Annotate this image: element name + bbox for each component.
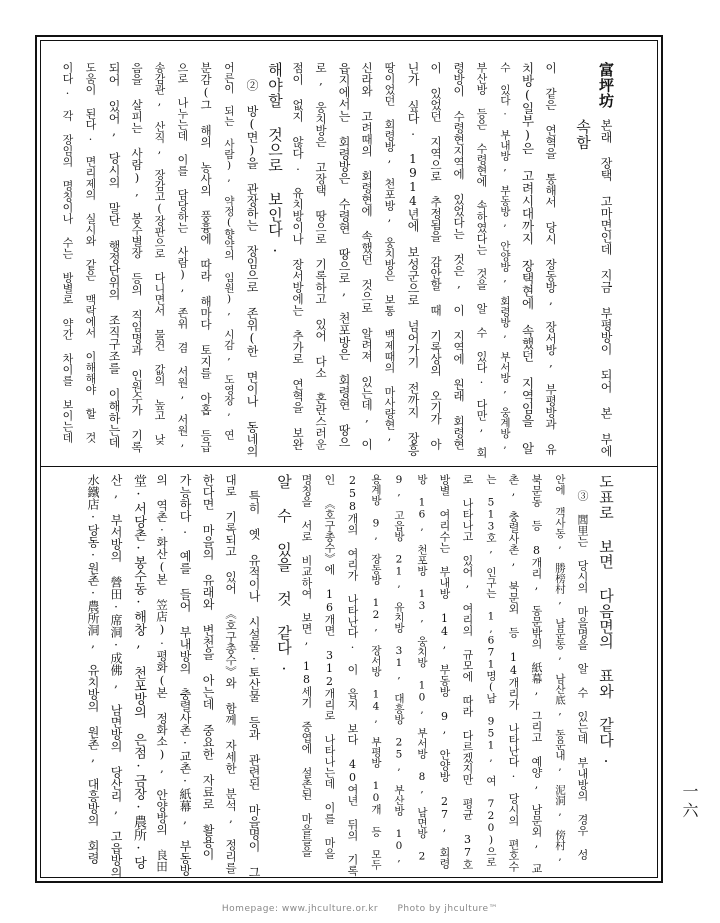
footer-homepage: Homepage: www.jhculture.or.kr xyxy=(221,904,379,914)
text-column: 방 16, 천포방 13, 웅치방 10, 부서방 8, 남면방 2 xyxy=(416,474,428,863)
text-column: 로 나타나고 있어, 여리의 규모에 따라 다르겠지만 평균 37호 xyxy=(461,474,474,870)
text-column: 치방(일부)은 고려시대까지 장택현에 속했던 지역임을 알 xyxy=(520,62,535,455)
text-column: ② 방(면)을 관장하는 장임으로 존위(한 면이나 동네의 xyxy=(245,79,259,457)
section-divider xyxy=(40,466,658,467)
text-column: 산, 부서방의 營田·席洞·成佛, 남면방의 당산리, 고읍방의 xyxy=(109,474,123,878)
text-column: 9, 고읍방 21, 유치방 31, 대흥방 25, 부산방 10, xyxy=(393,474,405,864)
page-number: 一六 xyxy=(680,783,699,821)
text-column: 방별 여리수는 부내방 14, 부동방 9, 안양방 27, 회령 xyxy=(438,474,451,869)
text-column: 해야할 것으로 보인다. xyxy=(266,62,284,256)
section-heading: 富坪坊 xyxy=(597,62,615,109)
text-column: 북문동 등 8개리, 동문밖의 紙幕, 그리고 예양, 남문외, 교 xyxy=(530,474,543,874)
text-column: 촌, 충렬사촌, 북문외 등 14개리가 나타난다. 당시의 편호수 xyxy=(507,474,520,872)
text-column: 령방이 수령현지역에 있었다는 것은, 이 지역에 원래 회령현 xyxy=(452,62,466,450)
text-column: 로, 웅치방은 고장택 땅으로 기록하고 있어 다소 혼란스러운 xyxy=(314,62,328,450)
text-column: 이다. 각 장임의 명칭이나 수는 방별로 약간 차이를 보이는데 xyxy=(61,62,74,443)
text-column: 堂·서당촌·봉수동·해창, 천포방의 은점·금장·農所·당 xyxy=(131,474,146,869)
text-column: 어른이 되는 사람), 약정(향약의 임원), 시감, 도영장, 연 xyxy=(223,62,235,440)
text-column: 분감(그 해의 농사의 풍흉에 따라 해마다 토지를 아홉 등급 xyxy=(199,62,213,453)
text-column: 속함 xyxy=(574,119,592,150)
text-column: 점이 없지 않다. 유치방이나 장서방에는 추가로 연혁을 보완 xyxy=(291,62,305,450)
text-column: 안에 객사동, 勝榜村, 남문동, 남산底, 동문내, 泥洞, 傍村, xyxy=(554,474,566,863)
text-column: 는 513호, 인구는 1,671명(남 951, 여 720)으로 xyxy=(485,474,497,867)
text-column: 수 있다. 부내방, 부동방, 안양방, 회령방, 부서방, 웅계방, xyxy=(499,62,511,451)
text-column: 읍지에서는 회령방은 수령현 땅으로, 천포방은 회령현 땅으 xyxy=(337,62,351,448)
text-column: 대로 기록되고 있어 《호구총수》와 함께 자세한 분석, 정리를 xyxy=(224,474,238,874)
text-column: 의 역촌·화산(본 笠店)·평화(본 정화소), 안양방의 良田 xyxy=(155,474,169,872)
text-column: 258개의 여리가 나타난다. 이 읍지 보다 40여년 뒤의 기록 xyxy=(346,474,359,876)
text-column: 본래 장택 고마면인데 지금 부평방이 되어 본 부에 xyxy=(599,119,613,457)
text-column: 닌가 싶다. 1914년에 보성군으로 넘어가기 전까지 장흥 xyxy=(406,62,420,456)
text-column: 이 있었던 지역으로 추정됨을 감안할 때 기록상의 오기가 아 xyxy=(429,62,443,450)
text-column: 알 수 있을 것 같다. xyxy=(275,474,293,674)
text-column: 가능하다. 예를 들어 부내방의 충렬사촌·교촌·紙幕, 부동방 xyxy=(178,474,192,876)
text-column: 특히 옛 유적이나 시설물·토산물 등과 관련된 마을명이 그 xyxy=(247,490,261,878)
text-column: 이 같은 연혁을 통해서 당시 장동방, 장서방, 부평방과 유 xyxy=(544,62,558,455)
text-column: 신라와 고려때의 회령현에 속했던 것으로 알려져 있는데, 이 xyxy=(360,62,374,450)
text-column: ③ 閭里는 당시의 마을명을 알 수 있는데 부내방의 경우 성 xyxy=(576,490,589,860)
text-column: 으로 나누는데 이를 담당하는 사람), 존위 겸 서원, 서원, xyxy=(176,62,189,449)
text-column: 도표로 보면 다음면의 표와 같다. xyxy=(597,474,615,767)
text-column: 한다면 마을의 유래와 변천을 아는데 중요한 자료로 활용이 xyxy=(201,474,215,860)
text-column: 水鐵店·당동·원촌·農所洞, 유치방의 원촌, 대흥방의 회령 xyxy=(86,474,100,864)
text-column: 부산방 등은 수령현에 속하였다는 것을 알 수 있다. 다만, 회 xyxy=(475,62,488,458)
text-column: 명칭을 서로 비교하여 보면, 18세기 중엽에 설촌된 마을들을 xyxy=(300,474,313,857)
text-column: 땅이었던 회령방, 천포방, 웅치방은 보통 백제때의 마사량현, xyxy=(383,62,396,443)
text-column: 도움이 된다. 면리제의 실시와 같은 맥락에서 이해해야 할 것 xyxy=(84,62,97,443)
footer-photo-credit: Photo by jhculture™ xyxy=(397,904,499,914)
text-column: 되어 있어, 당시의 말단 행정단위의 조직구조를 이해하는데 xyxy=(107,62,121,448)
footer xyxy=(0,904,720,914)
text-column: 음을 살피는 사람), 봉수별장 등의 직임명과 인원수가 기록 xyxy=(130,62,144,453)
text-column: 용계방 9, 장동방 12, 장서방 14, 부평방 10개 등 모두 xyxy=(370,474,382,870)
text-column: 송감관, 산직, 장감고(장판으로 다니면서 물건 값의 높고 낮 xyxy=(153,62,166,445)
text-column: 인 《호구총수》에 16개면 312개리로 나타나는데 이를 마을 xyxy=(323,474,336,859)
